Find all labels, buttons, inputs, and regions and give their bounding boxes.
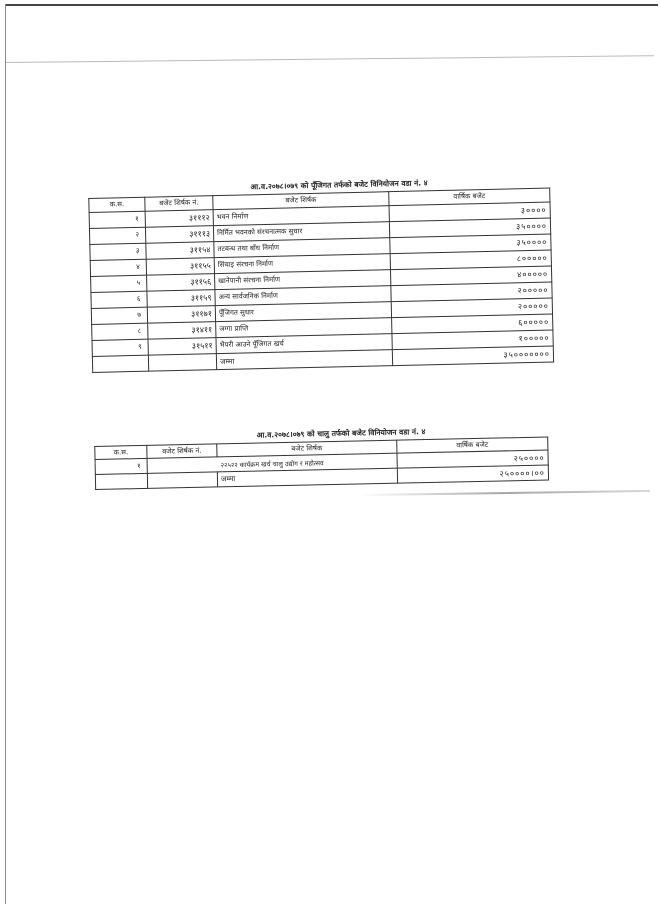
header-amount: वार्षिक बजेट [397,437,548,453]
total-label: जम्मा [217,468,397,487]
row-sn: ९ [92,339,148,356]
total-sn-empty [92,355,148,372]
total-sn-empty [95,473,147,489]
row-title: खानेपानी संरचना निर्माण [215,270,391,290]
capital-table-body [89,202,554,372]
row-amount: ६००००० [392,314,553,334]
row-amount: २००००० [391,298,552,318]
row-title: निर्मित भवनको संरचनात्मक सुधार [213,222,389,242]
row-sn: २ [89,227,145,244]
total-code-empty [148,354,216,372]
row-amount: २००००० [391,282,552,302]
row-code: ३१४११ [148,322,216,340]
row-amount: २५०००० [397,450,548,468]
row-merged-code-title: २२५२२ कार्यक्रम खर्च चालु उद्योग र महोत्सव [147,453,397,473]
row-amount: ३०००० [389,202,550,222]
capital-table-caption: आ.व.२०७८।०७९ को पूँजिगत तर्फको बजेट विनियोजन वडा नं. ४ [250,178,428,192]
header-code: बजेट शिर्षक नं. [145,196,213,212]
row-amount: ८००००० [390,250,551,270]
header-sn: क.स. [95,445,147,459]
header-code: बजेट शिर्षक नं. [147,444,217,458]
total-code-empty [147,472,217,488]
header-title: बजेट शिर्षक [213,192,389,210]
current-budget-section [94,424,549,489]
scan-smudge [360,490,650,496]
row-title: जग्गा प्राप्ति [216,318,392,338]
page-top-border [6,4,658,6]
row-code: ३११५४ [146,242,214,260]
row-code: ३१११२ [145,210,213,228]
total-amount: २५००००।०० [397,465,548,483]
row-sn: ८ [92,323,148,340]
row-amount: ३५०००० [390,234,551,254]
row-sn: १ [89,211,145,228]
row-sn: ३ [90,243,146,260]
row-amount: ३५०००० [389,218,550,238]
capital-budget-table [88,188,554,373]
row-code: ३११५९ [147,290,215,308]
row-code: ३११५६ [147,274,215,292]
header-sn: क.स. [89,197,145,212]
current-budget-table [94,436,549,489]
row-sn: ५ [91,275,147,292]
row-title: तटबन्ध तथा बाँध निर्माण [214,238,390,258]
total-amount: ३५००००००० [392,346,553,366]
row-title: पूँजिगत सुधार [215,302,391,322]
row-code: ३१५११ [148,338,216,356]
row-sn: ७ [91,307,147,324]
row-sn: ६ [91,291,147,308]
header-title: बजेट शिर्षक [217,440,397,457]
row-amount: १००००० [392,330,553,350]
row-code: ३११७१ [147,306,215,324]
row-title: अन्य सार्वजनिक निर्माण [215,286,391,306]
current-table-caption: आ.व.२०७८।०७९ को चालु तर्फको बजेट विनियोजन वडा नं. ४ [256,427,426,440]
header-amount: वार्षिक बजेट [389,188,550,206]
capital-budget-section [88,176,554,373]
row-title: सिंचाइ संरचना निर्माण [214,254,390,274]
row-sn: ४ [90,259,146,276]
row-amount: ४००००० [390,266,551,286]
row-sn: १ [95,458,147,474]
total-label: जम्मा [216,350,392,370]
fold-line [6,55,654,63]
row-code: ३११५५ [146,258,214,276]
row-code: ३१११३ [145,226,213,244]
row-title: भैपरी आउने पूँजिगत खर्च [216,334,392,354]
row-title: भवन निर्माण [213,206,389,226]
page-left-edge [5,4,6,904]
